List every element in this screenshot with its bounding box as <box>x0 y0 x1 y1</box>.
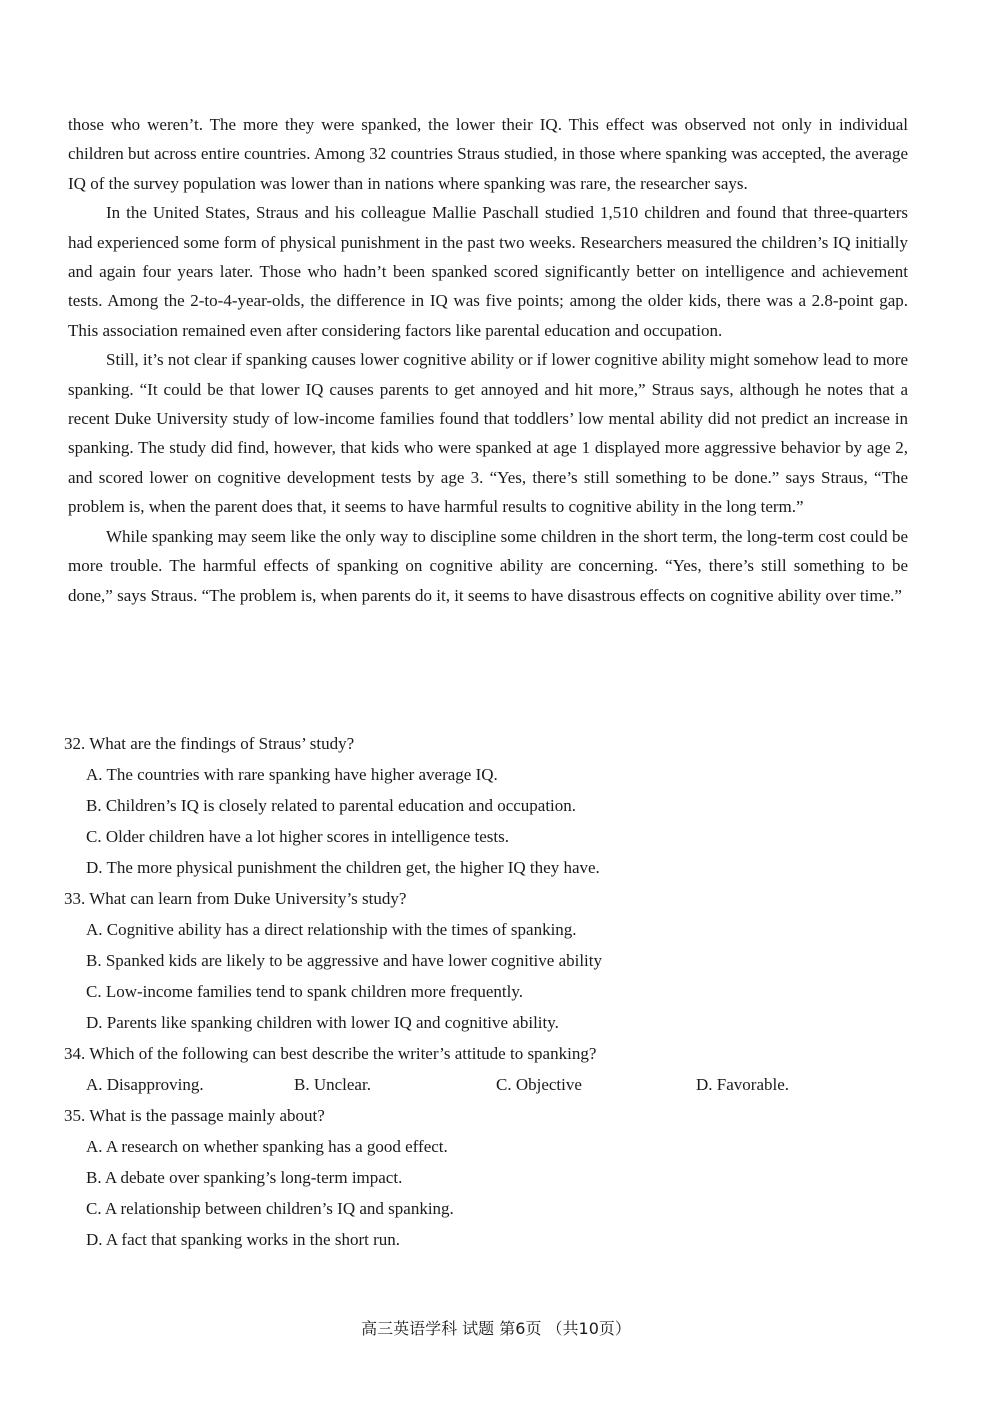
option-b: B. Unclear. <box>294 1075 371 1094</box>
option-b: B. Children’s IQ is closely related to parental education and occupation. <box>86 796 577 815</box>
option-a: A. The countries with rare spanking have higher average IQ. <box>86 765 498 784</box>
option-d: D. A fact that spanking works in the short run. <box>86 1230 400 1249</box>
option-row <box>64 1069 924 1100</box>
option-b: B. A debate over spanking’s long-term impact. <box>86 1168 403 1187</box>
question-stem: 33. What can learn from Duke University’s study? <box>64 889 407 908</box>
passage-paragraph: While spanking may seem like the only way to discipline some children in the short term, the long-term cost could be more trouble. The harmful effects of spanking on cognitive ability are concerning. “Yes, there’s still something to be done,” says Straus. “The problem is, when parents do it, it seems to have disastrous effects on cognitive ability over time.” <box>68 526 908 605</box>
option-d: D. Favorable. <box>696 1075 790 1094</box>
passage-paragraph: those who weren’t. The more they were spanked, the lower their IQ. This effect was observed not only in individual children but across entire countries. Among 32 countries Straus studied, in those where spanking was accepted, the average IQ of the survey population was lower than in nations where spanking was rare, the researcher says. <box>68 115 908 193</box>
question-33 <box>64 883 924 1038</box>
option-d: D. The more physical punishment the children get, the higher IQ they have. <box>86 858 600 877</box>
option-a: A. Disapproving. <box>86 1075 204 1094</box>
question-35 <box>64 1100 924 1255</box>
option-d: D. Parents like spanking children with lower IQ and cognitive ability. <box>86 1013 559 1032</box>
reading-passage <box>68 110 908 610</box>
question-stem: 34. Which of the following can best describe the writer’s attitude to spanking? <box>64 1044 597 1063</box>
option-a: A. Cognitive ability has a direct relationship with the times of spanking. <box>86 920 577 939</box>
option-c: C. Objective <box>496 1075 582 1094</box>
page-footer: 高三英语学科 试题 第6页 （共10页） <box>361 1319 631 1338</box>
option-b: B. Spanked kids are likely to be aggressive and have lower cognitive ability <box>86 951 603 970</box>
option-c: C. A relationship between children’s IQ and spanking. <box>86 1199 454 1218</box>
question-32 <box>64 728 924 883</box>
passage-paragraph: Still, it’s not clear if spanking causes lower cognitive ability or if lower cognitive ability might somehow lead to more spanking. “It could be that lower IQ causes parents to get annoyed and hit more,” Straus says, although he notes that a recent Duke University study of low-income families found that toddlers’ low mental ability did not predict an increase in spanking. The study did find, however, that kids who were spanked at age 1 displayed more aggressive behavior by age 2, and scored lower on cognitive development tests by age 3. “Yes, there’s still something to be done.” says Straus, “The problem is, when the parent does that, it seems to have harmful results to cognitive ability in the long term.” <box>68 350 908 517</box>
option-c: C. Older children have a lot higher scores in intelligence tests. <box>86 827 509 846</box>
question-stem: 32. What are the findings of Straus’ study? <box>64 734 355 753</box>
passage-paragraph: In the United States, Straus and his colleague Mallie Paschall studied 1,510 children and found that three-quarters had experienced some form of physical punishment in the past two weeks. Researchers measured the children’s IQ initially and again four years later. Those who hadn’t been spanked scored significantly better on intelligence and achievement tests. Among the 2-to-4-year-olds, the difference in IQ was five points; among the older kids, there was a 2.8-point gap. This association remained even after considering factors like parental education and occupation. <box>68 203 908 340</box>
option-a: A. A research on whether spanking has a good effect. <box>86 1137 448 1156</box>
option-c: C. Low-income families tend to spank children more frequently. <box>86 982 523 1001</box>
question-stem: 35. What is the passage mainly about? <box>64 1106 325 1125</box>
question-34 <box>64 1038 924 1100</box>
question-list <box>64 728 924 1255</box>
